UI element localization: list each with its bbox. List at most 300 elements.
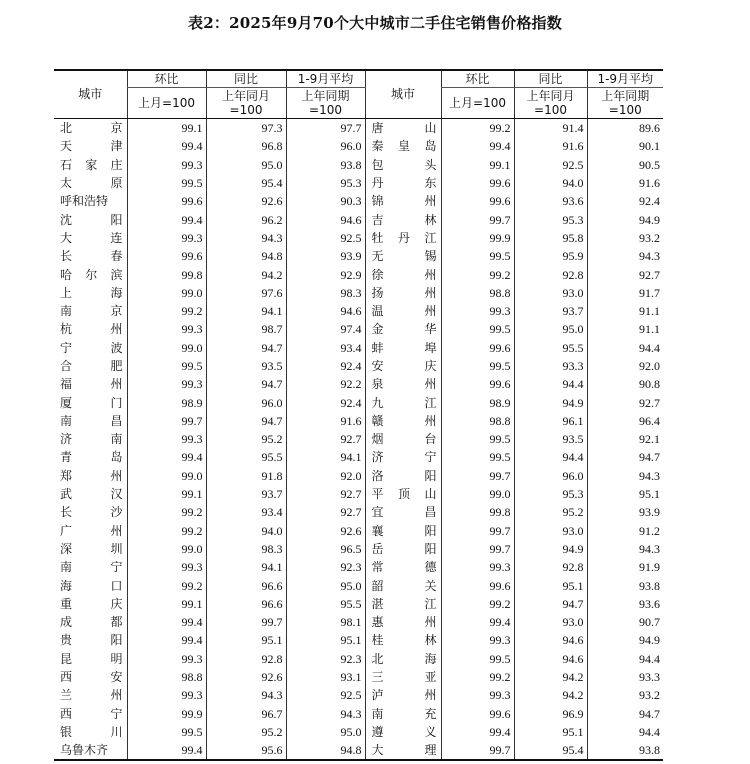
index-avg: 93.8 — [587, 576, 663, 594]
index-avg: 94.1 — [286, 448, 365, 466]
city-name: 济 宁 — [365, 448, 441, 466]
index-hb: 99.2 — [441, 265, 514, 283]
city-name: 南 充 — [365, 705, 441, 723]
index-avg: 93.4 — [286, 339, 365, 357]
city-name: 太 原 — [60, 176, 123, 191]
index-hb: 99.3 — [127, 686, 206, 704]
index-avg: 91.1 — [587, 302, 663, 320]
index-hb: 99.3 — [127, 430, 206, 448]
city-name: 安 庆 — [365, 357, 441, 375]
subheader-hb-right: 上月=100 — [441, 88, 514, 119]
index-tb: 94.0 — [514, 174, 587, 192]
index-tb: 94.2 — [206, 265, 286, 283]
index-hb: 99.5 — [441, 320, 514, 338]
index-hb: 99.0 — [127, 540, 206, 558]
index-tb: 94.8 — [206, 247, 286, 265]
index-hb: 99.4 — [127, 613, 206, 631]
city-name: 温 州 — [365, 302, 441, 320]
city-name: 惠 州 — [365, 613, 441, 631]
city-name: 扬 州 — [365, 284, 441, 302]
table-row — [54, 156, 663, 174]
city-name: 西 安 — [60, 670, 123, 685]
index-avg: 95.1 — [587, 485, 663, 503]
index-avg: 94.4 — [587, 723, 663, 741]
table-row — [54, 741, 663, 760]
index-avg: 95.5 — [286, 595, 365, 613]
city-name: 贵 阳 — [60, 633, 123, 648]
index-avg: 92.1 — [587, 430, 663, 448]
city-name: 遵 义 — [365, 723, 441, 741]
city-name: 宜 昌 — [365, 503, 441, 521]
city-name: 无 锡 — [365, 247, 441, 265]
index-avg: 92.5 — [286, 229, 365, 247]
index-avg: 93.1 — [286, 668, 365, 686]
city-name: 海 口 — [60, 578, 123, 593]
price-index-table — [54, 69, 663, 761]
index-tb: 94.1 — [206, 558, 286, 576]
city-name: 湛 江 — [365, 595, 441, 613]
index-hb: 99.4 — [127, 448, 206, 466]
index-hb: 99.4 — [127, 631, 206, 649]
index-tb: 92.8 — [514, 265, 587, 283]
city-name: 九 江 — [365, 393, 441, 411]
index-avg: 94.6 — [286, 210, 365, 228]
table-row — [54, 229, 663, 247]
index-tb: 93.4 — [206, 503, 286, 521]
index-hb: 99.5 — [127, 357, 206, 375]
index-avg: 93.2 — [587, 686, 663, 704]
index-hb: 99.0 — [441, 485, 514, 503]
index-avg: 98.1 — [286, 613, 365, 631]
index-hb: 99.5 — [127, 174, 206, 192]
index-tb: 94.6 — [514, 650, 587, 668]
city-name: 郑 州 — [60, 468, 123, 483]
header-tb-left: 同比 — [206, 70, 286, 88]
index-tb: 95.4 — [206, 174, 286, 192]
city-name: 长 沙 — [60, 505, 123, 520]
index-tb: 92.8 — [206, 650, 286, 668]
index-tb: 95.4 — [514, 741, 587, 760]
city-name: 天 津 — [60, 139, 123, 154]
index-avg: 95.0 — [286, 723, 365, 741]
index-hb: 98.8 — [441, 284, 514, 302]
index-avg: 95.1 — [286, 631, 365, 649]
table-row — [54, 192, 663, 210]
index-avg: 90.7 — [587, 613, 663, 631]
city-name: 银 川 — [60, 724, 123, 739]
index-hb: 99.9 — [441, 229, 514, 247]
index-tb: 92.6 — [206, 668, 286, 686]
city-name: 金 华 — [365, 320, 441, 338]
city-name: 杭 州 — [60, 322, 123, 337]
city-name: 大 连 — [60, 230, 123, 245]
city-name: 合 肥 — [60, 359, 123, 373]
city-name: 南 京 — [60, 304, 123, 319]
index-hb: 99.3 — [127, 229, 206, 247]
index-hb: 99.9 — [127, 705, 206, 723]
index-hb: 98.9 — [441, 393, 514, 411]
table-row — [54, 485, 663, 503]
index-tb: 96.6 — [206, 576, 286, 594]
table-title: 表2：2025年9月70个大中城市二手住宅销售价格指数 — [188, 14, 562, 32]
city-name: 三 亚 — [365, 668, 441, 686]
city-name: 重 庆 — [60, 596, 123, 611]
index-hb: 99.3 — [127, 320, 206, 338]
index-avg: 90.8 — [587, 375, 663, 393]
index-avg: 91.2 — [587, 522, 663, 540]
index-tb: 93.7 — [206, 485, 286, 503]
city-name: 北 海 — [365, 650, 441, 668]
index-hb: 99.4 — [441, 613, 514, 631]
city-name: 南 宁 — [60, 560, 123, 575]
city-name: 成 都 — [60, 615, 123, 630]
city-name: 桂 林 — [365, 631, 441, 649]
index-hb: 99.6 — [441, 375, 514, 393]
index-tb: 95.5 — [514, 339, 587, 357]
index-avg: 94.3 — [286, 705, 365, 723]
index-hb: 99.2 — [127, 302, 206, 320]
index-avg: 91.7 — [587, 284, 663, 302]
index-avg: 93.9 — [286, 247, 365, 265]
header-tb-right: 同比 — [514, 70, 587, 88]
index-tb: 93.5 — [514, 430, 587, 448]
index-tb: 98.3 — [206, 540, 286, 558]
index-tb: 95.0 — [514, 320, 587, 338]
index-avg: 93.8 — [286, 156, 365, 174]
index-tb: 96.0 — [514, 467, 587, 485]
index-avg: 97.4 — [286, 320, 365, 338]
index-tb: 95.3 — [514, 485, 587, 503]
table-row — [54, 320, 663, 338]
table-row — [54, 503, 663, 521]
index-avg: 94.7 — [587, 705, 663, 723]
city-name: 深 圳 — [60, 541, 123, 556]
index-avg: 91.9 — [587, 558, 663, 576]
city-name: 平 顶 山 — [365, 485, 441, 503]
index-hb: 99.7 — [441, 467, 514, 485]
table-row — [54, 558, 663, 576]
index-avg: 93.8 — [587, 741, 663, 760]
index-tb: 92.8 — [514, 558, 587, 576]
index-avg: 94.3 — [587, 540, 663, 558]
index-avg: 93.2 — [587, 229, 663, 247]
city-name: 北 京 — [60, 121, 123, 136]
index-tb: 94.2 — [514, 668, 587, 686]
city-name: 长 春 — [60, 249, 123, 264]
city-name: 蚌 埠 — [365, 339, 441, 357]
index-tb: 95.0 — [206, 156, 286, 174]
index-hb: 99.3 — [441, 558, 514, 576]
city-name: 大 理 — [365, 741, 441, 760]
index-tb: 94.7 — [206, 339, 286, 357]
index-hb: 99.7 — [441, 522, 514, 540]
subheader-avg-right: 上年同期 =100 — [587, 88, 663, 119]
index-tb: 94.3 — [206, 229, 286, 247]
index-hb: 99.7 — [441, 741, 514, 760]
index-hb: 99.3 — [441, 302, 514, 320]
index-hb: 99.6 — [127, 192, 206, 210]
city-name: 西 宁 — [60, 706, 123, 721]
table-row — [54, 540, 663, 558]
table-row — [54, 119, 663, 138]
index-avg: 94.9 — [587, 210, 663, 228]
index-tb: 95.1 — [514, 723, 587, 741]
index-avg: 95.3 — [286, 174, 365, 192]
subheader-avg-left: 上年同期 =100 — [286, 88, 365, 119]
table-row — [54, 247, 663, 265]
city-name: 常 德 — [365, 558, 441, 576]
index-hb: 99.2 — [127, 503, 206, 521]
index-avg: 93.6 — [587, 595, 663, 613]
index-hb: 99.4 — [127, 137, 206, 155]
table-row — [54, 650, 663, 668]
index-hb: 99.5 — [441, 650, 514, 668]
index-hb: 99.0 — [127, 467, 206, 485]
index-hb: 99.6 — [441, 339, 514, 357]
index-hb: 99.5 — [441, 448, 514, 466]
index-tb: 94.7 — [206, 375, 286, 393]
city-name: 广 州 — [60, 523, 123, 538]
index-tb: 97.3 — [206, 119, 286, 138]
table-row — [54, 393, 663, 411]
city-name: 牡 丹 江 — [365, 229, 441, 247]
table-row — [54, 467, 663, 485]
index-hb: 99.2 — [441, 595, 514, 613]
city-name: 锦 州 — [365, 192, 441, 210]
index-hb: 99.1 — [127, 595, 206, 613]
index-hb: 99.5 — [441, 247, 514, 265]
index-hb: 99.2 — [127, 522, 206, 540]
index-hb: 98.8 — [127, 668, 206, 686]
city-name: 赣 州 — [365, 412, 441, 430]
city-name: 宁 波 — [60, 340, 123, 355]
index-tb: 91.4 — [514, 119, 587, 138]
index-avg: 90.5 — [587, 156, 663, 174]
table-row — [54, 448, 663, 466]
table-row — [54, 430, 663, 448]
index-tb: 98.7 — [206, 320, 286, 338]
index-tb: 94.4 — [514, 448, 587, 466]
index-avg: 94.4 — [587, 650, 663, 668]
index-hb: 99.2 — [441, 668, 514, 686]
index-avg: 94.3 — [587, 467, 663, 485]
index-avg: 94.6 — [286, 302, 365, 320]
index-avg: 94.3 — [587, 247, 663, 265]
index-tb: 95.2 — [206, 723, 286, 741]
index-hb: 99.2 — [441, 119, 514, 138]
city-name: 泸 州 — [365, 686, 441, 704]
index-tb: 96.6 — [206, 595, 286, 613]
city-name: 兰 州 — [60, 688, 123, 703]
index-avg: 90.1 — [587, 137, 663, 155]
index-avg: 92.0 — [587, 357, 663, 375]
index-tb: 94.7 — [206, 412, 286, 430]
index-avg: 94.7 — [587, 448, 663, 466]
index-avg: 92.3 — [286, 650, 365, 668]
city-name: 襄 阳 — [365, 522, 441, 540]
table-row — [54, 412, 663, 430]
header-hb-right: 环比 — [441, 70, 514, 88]
index-hb: 99.1 — [127, 485, 206, 503]
index-avg: 92.4 — [286, 357, 365, 375]
index-avg: 96.4 — [587, 412, 663, 430]
index-tb: 96.8 — [206, 137, 286, 155]
index-tb: 96.7 — [206, 705, 286, 723]
city-name: 昆 明 — [60, 651, 123, 666]
index-hb: 99.6 — [441, 192, 514, 210]
table-row — [54, 686, 663, 704]
city-name: 南 昌 — [60, 413, 123, 428]
header-avg-left: 1-9月平均 — [286, 70, 365, 88]
index-hb: 99.6 — [441, 174, 514, 192]
index-hb: 99.6 — [441, 576, 514, 594]
index-avg: 91.6 — [587, 174, 663, 192]
index-tb: 91.8 — [206, 467, 286, 485]
index-tb: 95.2 — [514, 503, 587, 521]
index-tb: 95.1 — [514, 576, 587, 594]
index-avg: 92.3 — [286, 558, 365, 576]
index-hb: 99.5 — [441, 430, 514, 448]
index-hb: 99.3 — [441, 631, 514, 649]
index-avg: 93.3 — [587, 668, 663, 686]
table-row — [54, 357, 663, 375]
index-tb: 92.5 — [514, 156, 587, 174]
index-tb: 95.9 — [514, 247, 587, 265]
table-row — [54, 265, 663, 283]
index-hb: 99.8 — [441, 503, 514, 521]
table-row — [54, 705, 663, 723]
city-name: 韶 关 — [365, 576, 441, 594]
index-tb: 93.7 — [514, 302, 587, 320]
index-tb: 95.6 — [206, 741, 286, 760]
table-row — [54, 302, 663, 320]
index-tb: 93.3 — [514, 357, 587, 375]
index-tb: 95.2 — [206, 430, 286, 448]
city-name: 哈 尔 滨 — [60, 267, 123, 282]
index-tb: 96.9 — [514, 705, 587, 723]
index-hb: 99.4 — [127, 741, 206, 760]
index-tb: 94.7 — [514, 595, 587, 613]
index-avg: 91.6 — [286, 412, 365, 430]
index-avg: 96.5 — [286, 540, 365, 558]
index-hb: 98.8 — [441, 412, 514, 430]
table-body — [54, 119, 663, 761]
index-tb: 94.9 — [514, 393, 587, 411]
index-hb: 99.5 — [127, 723, 206, 741]
index-tb: 93.0 — [514, 613, 587, 631]
index-avg: 92.4 — [286, 393, 365, 411]
index-avg: 93.9 — [587, 503, 663, 521]
index-hb: 99.6 — [441, 705, 514, 723]
table-row — [54, 576, 663, 594]
index-tb: 96.1 — [514, 412, 587, 430]
index-avg: 92.2 — [286, 375, 365, 393]
subheader-tb-left: 上年同月 =100 — [206, 88, 286, 119]
city-name: 武 汉 — [60, 487, 123, 502]
index-avg: 90.3 — [286, 192, 365, 210]
index-tb: 94.6 — [514, 631, 587, 649]
index-avg: 92.9 — [286, 265, 365, 283]
table-row — [54, 723, 663, 741]
index-tb: 99.7 — [206, 613, 286, 631]
index-tb: 93.6 — [514, 192, 587, 210]
table-row — [54, 375, 663, 393]
table-row — [54, 284, 663, 302]
index-avg: 92.7 — [286, 430, 365, 448]
index-hb: 99.3 — [127, 156, 206, 174]
index-hb: 99.0 — [127, 339, 206, 357]
city-name: 沈 阳 — [60, 212, 123, 227]
index-avg: 91.1 — [587, 320, 663, 338]
index-hb: 99.3 — [127, 375, 206, 393]
header-city-left: 城市 — [54, 70, 127, 119]
index-avg: 96.0 — [286, 137, 365, 155]
index-hb: 99.4 — [441, 723, 514, 741]
city-name: 呼和浩特 — [60, 194, 109, 209]
table-row — [54, 522, 663, 540]
index-avg: 92.7 — [587, 393, 663, 411]
city-name: 秦 皇 岛 — [365, 137, 441, 155]
header-avg-right: 1-9月平均 — [587, 70, 663, 88]
index-avg: 92.7 — [286, 503, 365, 521]
index-hb: 99.5 — [441, 357, 514, 375]
index-tb: 94.2 — [514, 686, 587, 704]
table-row — [54, 174, 663, 192]
index-avg: 92.7 — [286, 485, 365, 503]
index-tb: 97.6 — [206, 284, 286, 302]
index-tb: 94.9 — [514, 540, 587, 558]
index-tb: 94.0 — [206, 522, 286, 540]
index-avg: 92.5 — [286, 686, 365, 704]
table-row — [54, 210, 663, 228]
city-name: 福 州 — [60, 377, 123, 392]
index-avg: 98.3 — [286, 284, 365, 302]
index-hb: 99.0 — [127, 284, 206, 302]
index-tb: 93.0 — [514, 284, 587, 302]
index-hb: 99.3 — [127, 650, 206, 668]
city-name: 泉 州 — [365, 375, 441, 393]
index-hb: 99.2 — [127, 576, 206, 594]
index-hb: 99.1 — [441, 156, 514, 174]
city-name: 上 海 — [60, 285, 123, 300]
header-hb-left: 环比 — [127, 70, 206, 88]
index-tb: 92.6 — [206, 192, 286, 210]
index-avg: 92.0 — [286, 467, 365, 485]
index-tb: 94.3 — [206, 686, 286, 704]
index-tb: 96.0 — [206, 393, 286, 411]
index-avg: 92.7 — [587, 265, 663, 283]
index-avg: 89.6 — [587, 119, 663, 138]
table-row — [54, 668, 663, 686]
index-hb: 99.3 — [127, 558, 206, 576]
index-hb: 99.8 — [127, 265, 206, 283]
city-name: 岳 阳 — [365, 540, 441, 558]
table-row — [54, 613, 663, 631]
city-name: 洛 阳 — [365, 467, 441, 485]
index-avg: 94.9 — [587, 631, 663, 649]
index-avg: 92.4 — [587, 192, 663, 210]
city-name: 包 头 — [365, 156, 441, 174]
index-avg: 94.4 — [587, 339, 663, 357]
table-row — [54, 631, 663, 649]
index-tb: 95.5 — [206, 448, 286, 466]
city-name: 吉 林 — [365, 210, 441, 228]
index-tb: 94.1 — [206, 302, 286, 320]
city-name: 徐 州 — [365, 265, 441, 283]
index-tb: 95.1 — [206, 631, 286, 649]
index-tb: 94.4 — [514, 375, 587, 393]
header-city-right: 城市 — [365, 70, 441, 119]
